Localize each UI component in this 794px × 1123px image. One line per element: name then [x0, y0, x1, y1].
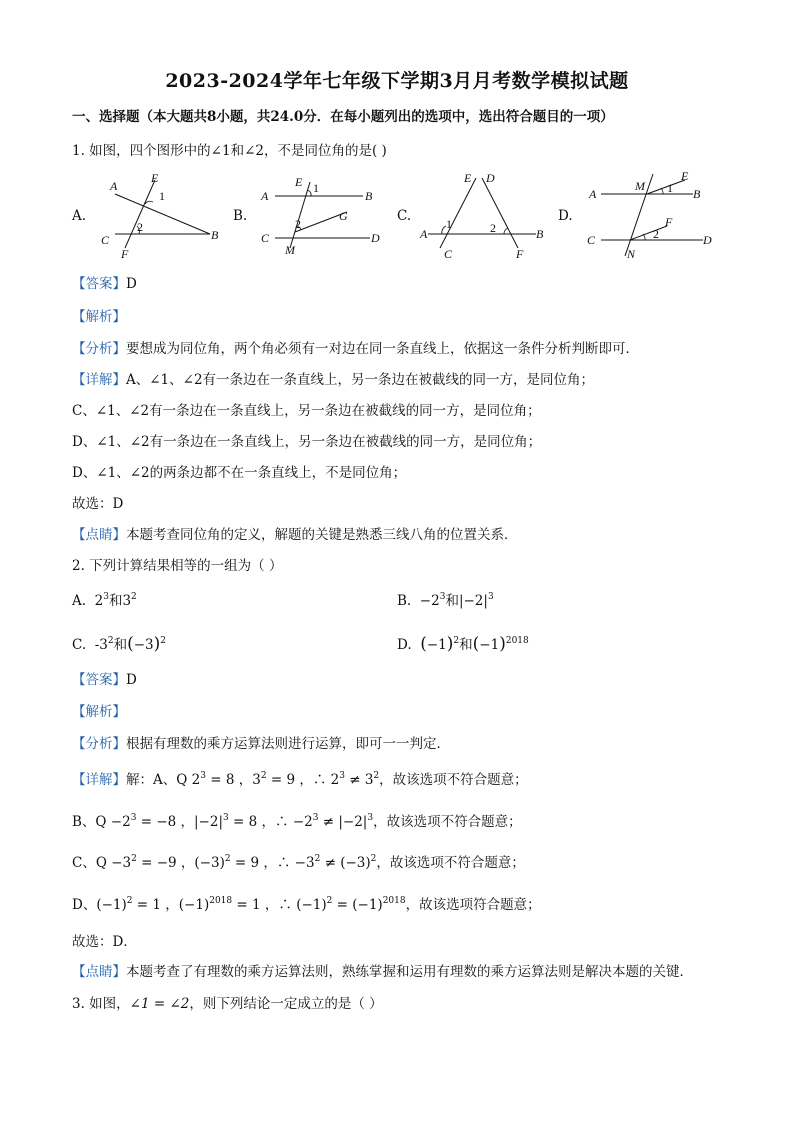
answer-value: D [126, 276, 137, 292]
detail-tail-a: ，故该选项不符合题意； [379, 772, 528, 788]
q1-option-a-label: A. [72, 208, 87, 224]
q2-option-d-label: D. [397, 637, 412, 653]
q2-option-c: C. $-3^2$和$(-3)^2$ [72, 634, 167, 654]
fig-b-label-m: M [285, 243, 295, 257]
detail-tag: 【详解】 [72, 772, 126, 788]
fig-d-label-a: A [589, 187, 597, 201]
q2-answer [72, 671, 137, 689]
fig-d-angle-1: 1 [667, 181, 673, 195]
analysis-tag: 【分析】 [72, 736, 126, 752]
fig-a-label-b: B [211, 228, 219, 242]
q3-stem-post: ，则下列结论一定成立的是（ ） [189, 996, 383, 1012]
fig-c-angle-2: 2 [490, 221, 496, 235]
analysis-text: 根据有理数的乘方运算法则进行运算，即可一一判定． [126, 736, 450, 752]
q2-jiexi-tag: 【解析】 [72, 704, 126, 720]
fig-d-angle-2: 2 [653, 227, 659, 241]
comment-text: 本题考查了有理数的乘方运算法则，熟练掌握和运用有理数的乘方运算法则是解决本题的关键． [126, 964, 693, 980]
q2-option-b-label: B. [397, 593, 412, 609]
fig-c-label-d: D [486, 171, 495, 185]
q1-analysis [72, 340, 639, 358]
q1-choose: 故选：D [72, 496, 124, 512]
q1-figure-c [418, 168, 548, 260]
answer-tag: 【答案】 [72, 276, 126, 292]
fig-b-label-d: D [371, 231, 380, 245]
fig-a-angle-2: 2 [137, 220, 143, 234]
fig-b-angle-1: 1 [313, 181, 319, 195]
q1-figure-d [585, 168, 720, 260]
q1-option-c-label: C. [397, 208, 412, 224]
q1-option-b-label: B. [233, 208, 248, 224]
fig-c-label-f: F [516, 247, 524, 260]
fig-d-label-n: N [627, 247, 636, 260]
fig-a-angle-1: 1 [159, 189, 165, 203]
comment-tag: 【点睛】 [72, 527, 126, 543]
q2-detail-c: C、$Q -3^2 = -9$ ，$(-3)^2 = 9$ ，∴ $-3^2 \ne (-3)^2$，故该选项不符合题意； [72, 854, 525, 871]
page-title: 2023-2024学年七年级下学期3月月考数学模拟试题 [165, 70, 629, 92]
fig-c-label-b: B [536, 227, 544, 241]
fig-d-label-m: M [635, 179, 645, 193]
q1-jiexi-tag: 【解析】 [72, 309, 126, 325]
q1-figure-b [255, 168, 385, 260]
fig-c-angle-1: 1 [446, 217, 452, 231]
q2-detail-b: B、$Q -2^3 = -8$ ，$|-2|^3 = 8$ ，∴ $-2^3 \ne |-2|^3$，故该选项不符合题意； [72, 813, 522, 830]
q1-comment [72, 526, 518, 544]
q1-detail-a [72, 371, 594, 389]
q1-figure-a [95, 168, 225, 260]
q3-stem-pre: 3. 如图， [72, 996, 130, 1012]
q2-analysis [72, 735, 450, 753]
detail-tail-c: ，故该选项不符合题意； [376, 855, 525, 871]
analysis-tag: 【分析】 [72, 341, 126, 357]
detail-tail-d: ，故该选项符合题意； [405, 897, 541, 913]
fig-d-label-b: B [693, 187, 701, 201]
q2-option-d-he: 和 [459, 637, 473, 653]
q2-option-a-label: A. [72, 593, 87, 609]
q1-detail-d1: D、∠1、∠2有一条边在一条直线上，另一条边在被截线的同一方，是同位角； [72, 434, 542, 450]
q1-stem: 1. 如图，四个图形中的∠1和∠2，不是同位角的是( ) [72, 143, 387, 159]
fig-d-label-e: E [681, 169, 689, 183]
detail-jie: 解： [126, 772, 153, 788]
q2-comment [72, 963, 693, 981]
q2-detail-d: D、$(-1)^2 = 1$ ，$(-1)^{2018} = 1$ ，∴ $(-1)^2 = (-1)^{2018}$，故该选项符合题意； [72, 896, 541, 913]
fig-b-label-g: G [339, 209, 348, 223]
detail-tail-b: ，故该选项不符合题意； [373, 814, 522, 830]
answer-tag: 【答案】 [72, 672, 126, 688]
fig-a-label-c: C [101, 233, 110, 247]
q2-option-c-label: C. [72, 637, 87, 653]
detail-tag: 【详解】 [72, 372, 126, 388]
q2-choose: 故选：D． [72, 934, 137, 950]
q2-detail-a: 【详解】解：A、Q $2^3 = 8$ ，$3^2 = 9$ ，∴ $2^3 \ne 3^2$，故该选项不符合题意； [72, 771, 528, 788]
fig-b-label-c: C [261, 231, 270, 245]
fig-a-label-a: A [110, 179, 118, 193]
q1-detail-d2: D、∠1、∠2的两条边都不在一条直线上，不是同位角； [72, 465, 407, 481]
section-heading: 一、选择题（本大题共8小题，共24.0分．在每小题列出的选项中，选出符合题目的一项） [72, 109, 614, 125]
detail-line: A、∠1、∠2有一条边在一条直线上，另一条边在被截线的同一方，是同位角； [126, 372, 595, 388]
analysis-text: 要想成为同位角，两个角必须有一对边在同一条直线上，依据这一条件分析判断即可． [126, 341, 639, 357]
comment-text: 本题考查同位角的定义，解题的关键是熟悉三线八角的位置关系． [126, 527, 518, 543]
fig-a-label-f: F [121, 247, 129, 260]
q2-option-b: B. $-2^3$和$|-2|^3$ [397, 592, 494, 609]
q1-answer [72, 275, 137, 293]
fig-c-label-e: E [464, 171, 472, 185]
q1-option-d-label: D. [558, 208, 573, 224]
q2-option-c-he: 和 [113, 637, 128, 653]
fig-c-label-c: C [444, 247, 453, 260]
q2-option-a: A. $2^3$和$3^2$ [72, 592, 137, 609]
fig-b-angle-2: 2 [295, 217, 301, 231]
fig-d-label-c: C [587, 233, 596, 247]
fig-a-label-e: E [151, 171, 159, 185]
q2-stem: 2. 下列计算结果相等的一组为（ ） [72, 558, 283, 574]
answer-value: D [126, 672, 137, 688]
fig-d-label-f: F [665, 215, 673, 229]
fig-c-label-a: A [420, 227, 428, 241]
q1-detail-c: C、∠1、∠2有一条边在一条直线上，另一条边在被截线的同一方，是同位角； [72, 403, 541, 419]
q2-option-a-he: 和 [108, 593, 123, 609]
fig-d-label-d: D [703, 233, 712, 247]
q2-option-d: D. $(-1)^2$和$(-1)^{2018}$ [397, 634, 529, 654]
comment-tag: 【点睛】 [72, 964, 126, 980]
q2-option-b-he: 和 [445, 593, 459, 609]
fig-b-label-b: B [365, 189, 373, 203]
fig-b-label-e: E [295, 175, 303, 189]
q3-stem: 3. 如图，∠1 = ∠2，则下列结论一定成立的是（ ） [72, 996, 383, 1012]
fig-b-label-a: A [261, 189, 269, 203]
